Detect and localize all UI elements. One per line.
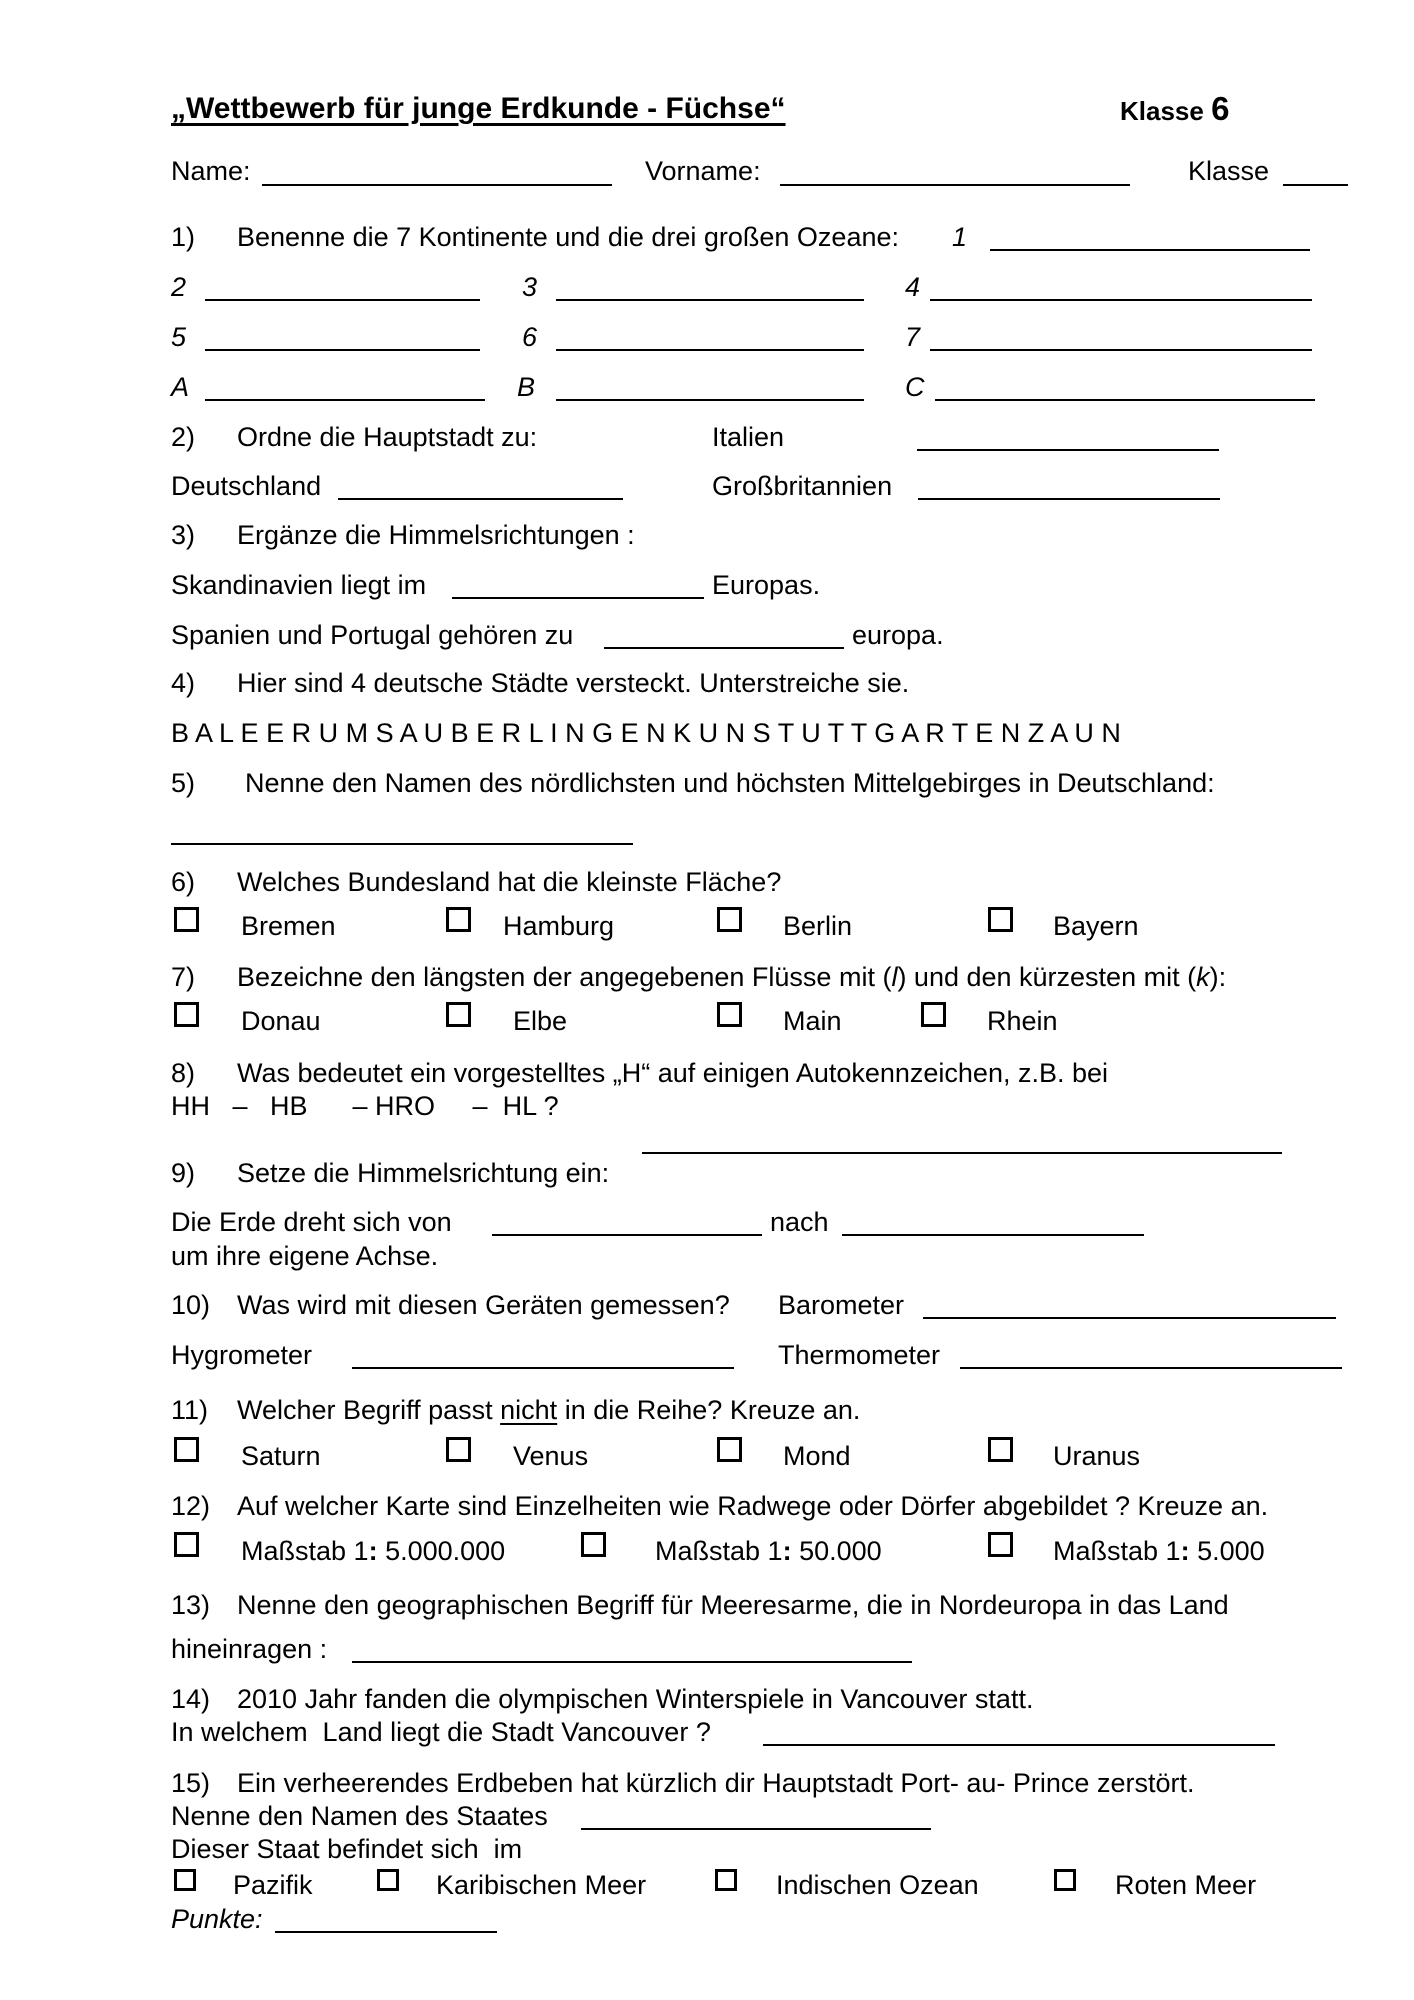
scale-prefix: Maßstab 1 (655, 1536, 783, 1566)
checkbox-rotes-meer[interactable] (1054, 1869, 1076, 1891)
question-7-text (237, 964, 1226, 991)
question-2-text: Ordne die Hauptstadt zu: (237, 422, 538, 452)
answer-field-1[interactable] (990, 249, 1310, 251)
q15-state-field[interactable] (581, 1828, 931, 1830)
name-field[interactable] (262, 184, 612, 186)
question-14-number: 14) (171, 1684, 211, 1714)
option-hamburg: Hamburg (503, 911, 615, 941)
q3-field-1[interactable] (452, 597, 704, 599)
option-indischer-ozean: Indischen Ozean (776, 1870, 979, 1900)
question-1-number: 1) (171, 222, 196, 252)
question-8-number: 8) (171, 1058, 196, 1088)
q9-field-to[interactable] (842, 1234, 1144, 1236)
question-11-number: 11) (171, 1395, 209, 1425)
class-field[interactable] (1283, 184, 1348, 186)
option-rotes-meer: Roten Meer (1115, 1870, 1257, 1900)
q13-answer-field[interactable] (352, 1661, 912, 1663)
answer-field-5[interactable] (205, 349, 480, 351)
page-title: „Wettbewerb für junge Erdkunde - Füchse“ (171, 92, 786, 125)
checkbox-pazifik[interactable] (174, 1869, 196, 1891)
question-12-number: 12) (171, 1491, 211, 1521)
answer-label-2: 2 (171, 272, 187, 302)
scale-prefix: Maßstab 1 (241, 1536, 369, 1566)
checkbox-saturn[interactable] (174, 1437, 199, 1462)
q11-text-a: Welcher Begriff passt (237, 1395, 493, 1425)
option-elbe: Elbe (513, 1006, 568, 1036)
question-10-text: Was wird mit diesen Geräten gemessen? (237, 1290, 730, 1320)
q15-location-label: Dieser Staat befindet sich im (171, 1834, 523, 1864)
vorname-label: Vorname: (645, 156, 761, 186)
grade-number: 6 (1211, 90, 1230, 127)
answer-field-b[interactable] (556, 399, 864, 401)
q7-label-k: k (1196, 962, 1210, 992)
question-3-text: Ergänze die Himmelsrichtungen : (237, 520, 635, 550)
device-barometer: Barometer (778, 1290, 905, 1320)
hygrometer-field[interactable] (352, 1367, 734, 1369)
q3-sentence-2-start: Spanien und Portugal gehören zu (171, 620, 574, 650)
question-2-number: 2) (171, 422, 196, 452)
answer-field-a[interactable] (205, 399, 485, 401)
scale-colon: : (1180, 1536, 1190, 1566)
class-label: Klasse (1188, 156, 1270, 186)
option-scale-5000 (1053, 1538, 1265, 1565)
checkbox-scale-5000[interactable] (988, 1532, 1013, 1557)
answer-label-4: 4 (905, 272, 921, 302)
answer-field-6[interactable] (556, 349, 864, 351)
checkbox-berlin[interactable] (717, 907, 742, 932)
question-15-text: Ein verheerendes Erdbeben hat kürzlich dir Hauptstadt Port- au- Prince zerstört. (237, 1768, 1195, 1798)
q8-answer-field[interactable] (642, 1152, 1282, 1154)
question-6-text: Welches Bundesland hat die kleinste Fläche? (237, 867, 782, 897)
q7-text-a: Bezeichne den längsten der angegebenen Flüsse mit ( (237, 962, 892, 992)
scale-prefix: Maßstab 1 (1053, 1536, 1181, 1566)
question-7-number: 7) (171, 962, 196, 992)
answer-label-7: 7 (905, 322, 921, 352)
q9-sentence-end: um ihre eigene Achse. (171, 1241, 439, 1271)
answer-label-5: 5 (171, 322, 187, 352)
checkbox-karibisches-meer[interactable] (377, 1869, 399, 1891)
option-bayern: Bayern (1053, 911, 1139, 941)
q13-sentence-end: hineinragen : (171, 1634, 328, 1664)
checkbox-rhein[interactable] (921, 1002, 946, 1027)
option-pazifik: Pazifik (233, 1870, 313, 1900)
question-10-number: 10) (171, 1290, 211, 1320)
q14-question-line: In welchem Land liegt die Stadt Vancouver ? (171, 1717, 711, 1747)
question-1-text: Benenne die 7 Kontinente und die drei großen Ozeane: (237, 222, 899, 252)
checkbox-bayern[interactable] (988, 907, 1013, 932)
question-6-number: 6) (171, 867, 196, 897)
question-9-text: Setze die Himmelsrichtung ein: (237, 1158, 610, 1188)
question-13-number: 13) (171, 1590, 211, 1620)
option-donau: Donau (241, 1006, 321, 1036)
question-12-text: Auf welcher Karte sind Einzelheiten wie Radwege oder Dörfer abgebildet ? Kreuze an. (237, 1491, 1269, 1521)
q7-text-c: ): (1209, 962, 1227, 992)
question-13-text: Nenne den geographischen Begriff für Meeresarme, die in Nordeuropa in das Land (237, 1590, 1229, 1620)
question-9-number: 9) (171, 1158, 196, 1188)
name-label: Name: (171, 156, 251, 186)
option-karibisches-meer: Karibischen Meer (436, 1870, 647, 1900)
question-4-text: Hier sind 4 deutsche Städte versteckt. Unterstreiche sie. (237, 668, 910, 698)
checkbox-scale-50000[interactable] (581, 1532, 606, 1557)
q3-sentence-1-start: Skandinavien liegt im (171, 570, 427, 600)
answer-label-6: 6 (522, 322, 538, 352)
option-venus: Venus (513, 1441, 589, 1471)
q9-sentence-mid: nach (770, 1207, 829, 1237)
checkbox-indischer-ozean[interactable] (715, 1869, 737, 1891)
scale-value: 5.000 (1197, 1536, 1265, 1566)
option-saturn: Saturn (241, 1441, 321, 1471)
q11-emphasis-nicht: nicht (500, 1395, 558, 1425)
answer-field-2[interactable] (205, 299, 480, 301)
q8-plate-examples: HH – HB – HRO – HL ? (171, 1091, 559, 1121)
answer-field-4[interactable] (930, 299, 1312, 301)
checkbox-scale-5000000[interactable] (174, 1532, 199, 1557)
device-thermometer: Thermometer (778, 1340, 941, 1370)
checkbox-hamburg[interactable] (446, 907, 471, 932)
answer-label-c: C (905, 372, 925, 402)
scale-colon: : (782, 1536, 792, 1566)
q11-text-b: in die Reihe? Kreuze an. (564, 1395, 861, 1425)
scale-value: 50.000 (799, 1536, 882, 1566)
q7-label-l: l (891, 962, 898, 992)
capital-field-deutschland[interactable] (338, 498, 623, 500)
checkbox-donau[interactable] (174, 1002, 199, 1027)
answer-label-1: 1 (952, 222, 968, 252)
option-berlin: Berlin (783, 911, 853, 941)
thermometer-field[interactable] (960, 1367, 1342, 1369)
q3-sentence-1-end: Europas. (712, 570, 821, 600)
option-bremen: Bremen (241, 911, 336, 941)
question-15-number: 15) (171, 1768, 211, 1798)
option-scale-5000000 (241, 1538, 505, 1565)
question-3-number: 3) (171, 520, 196, 550)
answer-label-3: 3 (522, 272, 538, 302)
option-main: Main (783, 1006, 842, 1036)
checkbox-main[interactable] (717, 1002, 742, 1027)
device-hygrometer: Hygrometer (171, 1340, 313, 1370)
question-5-text: Nenne den Namen des nördlichsten und höchsten Mittelgebirges in Deutschland: (245, 768, 1215, 798)
checkbox-bremen[interactable] (174, 907, 199, 932)
q7-text-b: ) und den kürzesten mit ( (897, 962, 1197, 992)
q5-answer-field[interactable] (171, 843, 633, 845)
answer-label-a: A (171, 372, 190, 402)
question-5-number: 5) (171, 768, 196, 798)
checkbox-mond[interactable] (717, 1437, 742, 1462)
scale-value: 5.000.000 (385, 1536, 506, 1566)
question-8-text: Was bedeutet ein vorgestelltes „H“ auf einigen Autokennzeichen, z.B. bei (237, 1058, 1109, 1088)
barometer-field[interactable] (923, 1317, 1336, 1319)
q3-sentence-2-end: europa. (852, 620, 944, 650)
answer-field-7[interactable] (930, 349, 1312, 351)
answer-field-c[interactable] (935, 399, 1315, 401)
checkbox-venus[interactable] (446, 1437, 471, 1462)
option-mond: Mond (783, 1441, 851, 1471)
option-scale-50000 (655, 1538, 882, 1565)
answer-label-b: B (517, 372, 536, 402)
checkbox-uranus[interactable] (988, 1437, 1013, 1462)
q15-state-label: Nenne den Namen des Staates (171, 1801, 548, 1831)
q3-field-2[interactable] (604, 647, 844, 649)
country-italien: Italien (712, 422, 785, 452)
grade-label: Klasse (1120, 96, 1204, 126)
answer-field-3[interactable] (556, 299, 864, 301)
option-uranus: Uranus (1053, 1441, 1141, 1471)
capital-field-italien[interactable] (917, 449, 1219, 451)
grade-indicator (1120, 92, 1229, 125)
checkbox-elbe[interactable] (446, 1002, 471, 1027)
points-label: Punkte: (171, 1904, 263, 1934)
question-14-text: 2010 Jahr fanden die olympischen Winterspiele in Vancouver statt. (237, 1684, 1034, 1714)
q9-field-from[interactable] (492, 1234, 762, 1236)
vorname-field[interactable] (780, 184, 1130, 186)
option-rhein: Rhein (987, 1006, 1058, 1036)
q9-sentence-start: Die Erde dreht sich von (171, 1207, 452, 1237)
country-deutschland: Deutschland (171, 471, 322, 501)
question-11-text (237, 1397, 860, 1424)
question-4-number: 4) (171, 668, 196, 698)
points-field[interactable] (275, 1931, 497, 1933)
country-grossbritannien: Großbritannien (712, 471, 893, 501)
scale-colon: : (368, 1536, 378, 1566)
q14-answer-field[interactable] (763, 1744, 1275, 1746)
capital-field-grossbritannien[interactable] (918, 498, 1220, 500)
letter-sequence[interactable]: B A L E E R U M S A U B E R L I N G E N K U N S T U T T G A R T E N Z A U N (171, 718, 1121, 748)
